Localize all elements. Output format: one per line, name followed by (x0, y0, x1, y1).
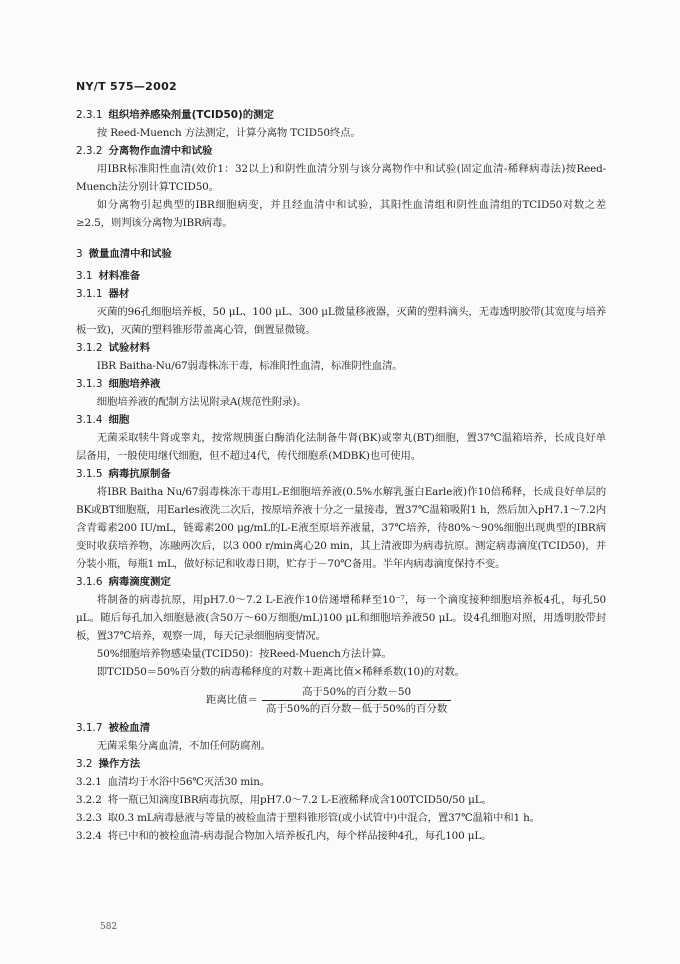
section-number: 3 (76, 248, 83, 260)
section-number: 3.1 (76, 270, 93, 282)
step-number: 3.2.3 (76, 812, 102, 824)
paragraph: IBR Baitha-Nu/67弱毒株冻干毒，标准阳性血清，标准阴性血清。 (96, 360, 403, 372)
document-body (76, 106, 606, 845)
paragraph: 灭菌的96孔细胞培养板，50 μL、100 μL、300 μL微量移液器，灭菌的塑料滴头，无毒透明胶带(其宽度与培养板一致)，灭菌的塑料锥形带盖离心管，倒置显微镜。 (76, 306, 606, 336)
paragraph: 按 Reed-Muench 方法测定，计算分离物 TCID50终点。 (96, 127, 361, 139)
section-number: 3.1.2 (76, 342, 103, 354)
section-title: 病毒滴度测定 (108, 576, 171, 588)
section-heading (76, 573, 606, 591)
page-number: 582 (100, 922, 118, 932)
paragraph: 50%细胞培养物感染量(TCID50)：按Reed-Muench方法计算。 (96, 648, 392, 660)
section-heading (76, 267, 606, 285)
section-number: 3.2 (76, 758, 93, 770)
step-text: 将已中和的被检血清-病毒混合物加入培养板孔内，每个样品接种4孔，每孔100 μL。 (107, 830, 492, 842)
paragraph: 将IBR Baitha Nu/67弱毒株冻干毒用L-E细胞培养液(0.5%水解乳蛋白Earle液)作10倍稀释，长成良好单层的BK或BT细胞瓶，用Earles液洗二次后，按原培养液十分之一量接毒，置37℃温箱吸附1 h，然后加入pH7.1～7.2内含青霉素200 IU/mL，链霉素200 μg/mL的L-E液至原培养液量，37℃培养，待80%～90%细胞出现典型的IBR病变时收获培养物，冻融两次后，以3 000 r/min离心20 min，其上清液即为病毒抗原。测定病毒滴度(TCID50)，并分装小瓶，每瓶1 mL，做好标记和收毒日期，贮存于－70℃备用。半年内病毒滴度保持不变。 (76, 486, 606, 570)
section-number: 3.1.4 (76, 414, 103, 426)
section-title: 微量血清中和试验 (88, 248, 172, 260)
section-heading (76, 142, 606, 160)
section-number: 3.1.7 (76, 722, 103, 734)
section-title: 分离物作血清中和试验 (108, 145, 213, 157)
step-text: 血清均于水浴中56℃灭活30 min。 (107, 776, 270, 788)
paragraph: 将制备的病毒抗原，用pH7.0～7.2 L-E液作10倍递增稀释至10⁻⁷，每一个滴度接种细胞培养板4孔，每孔50 μL。随后每孔加入细胞悬液(含50万～60万细胞/mL)100 μL和细胞培养液50 μL。设4孔细胞对照，用透明胶带封板，置37℃培养，观察一周，每天记录细胞病变情况。 (76, 594, 606, 642)
section-heading (76, 339, 606, 357)
formula-fraction (262, 685, 451, 716)
procedure-step (76, 773, 606, 791)
chapter-heading (76, 245, 606, 263)
formula-label: 距离比值＝ (206, 694, 258, 706)
section-heading (76, 106, 606, 124)
paragraph: 细胞培养液的配制方法见附录A(规范性附录)。 (96, 396, 307, 408)
section-heading (76, 465, 606, 483)
formula-denominator: 高于50%的百分数－低于50%的百分数 (262, 700, 451, 716)
step-text: 取0.3 mL病毒悬液与等量的被检血清于塑料锥形管(或小试管中)中混合，置37℃温箱中和1 h。 (107, 812, 540, 824)
step-number: 3.2.4 (76, 830, 102, 842)
section-number: 2.3.1 (76, 109, 103, 121)
step-number: 3.2.2 (76, 794, 102, 806)
paragraph: 无菌采集分离血清，不加任何防腐剂。 (96, 740, 271, 752)
section-heading (76, 285, 606, 303)
section-number: 3.1.1 (76, 288, 103, 300)
section-title: 器材 (108, 288, 130, 300)
paragraph: 用IBR标准阳性血清(效价1：32以上)和阴性血清分别与该分离物作中和试验(固定血清-稀释病毒法)按Reed-Muench法分别计算TCID50。 (76, 163, 606, 193)
section-number: 3.1.6 (76, 576, 103, 588)
paragraph: 如分离物引起典型的IBR细胞病变，并且经血清中和试验，其阳性血清组和阴性血清组的TCID50对数之差≥2.5，则判该分离物为IBR病毒。 (76, 199, 606, 229)
section-title: 细胞 (108, 414, 130, 426)
section-heading (76, 719, 606, 737)
section-title: 材料准备 (98, 270, 141, 282)
paragraph: 无菌采取犊牛肾或睾丸，按常规胰蛋白酶消化法制备牛肾(BK)或睾丸(BT)细胞，置37℃温箱培养，长成良好单层备用，一般使用继代细胞，但不超过4代，传代细胞系(MDBK)也可使用。 (76, 432, 606, 462)
formula-numerator: 高于50%的百分数－50 (302, 685, 412, 698)
section-title: 组织培养感染剂量(TCID50)的测定 (108, 109, 274, 121)
section-heading (76, 411, 606, 429)
standard-code: NY/T 575—2002 (76, 80, 177, 93)
section-number: 3.1.3 (76, 378, 103, 390)
procedure-step (76, 809, 606, 827)
section-title: 细胞培养液 (108, 378, 161, 390)
section-heading (76, 755, 606, 773)
distance-ratio-formula (206, 683, 606, 717)
procedure-step (76, 827, 606, 845)
section-heading (76, 375, 606, 393)
paragraph: 即TCID50＝50%百分数的病毒稀释度的对数＋距离比值×稀释系数(10)的对数。 (96, 666, 465, 678)
section-number: 3.1.5 (76, 468, 103, 480)
section-number: 2.3.2 (76, 145, 103, 157)
procedure-step (76, 791, 606, 809)
step-text: 将一瓶已知滴度IBR病毒抗原，用pH7.0～7.2 L-E液稀释成含100TCID50/50 μL。 (107, 794, 492, 806)
section-title: 操作方法 (98, 758, 141, 770)
section-title: 病毒抗原制备 (108, 468, 171, 480)
step-number: 3.2.1 (76, 776, 102, 788)
section-title: 试验材料 (108, 342, 151, 354)
section-title: 被检血清 (108, 722, 151, 734)
